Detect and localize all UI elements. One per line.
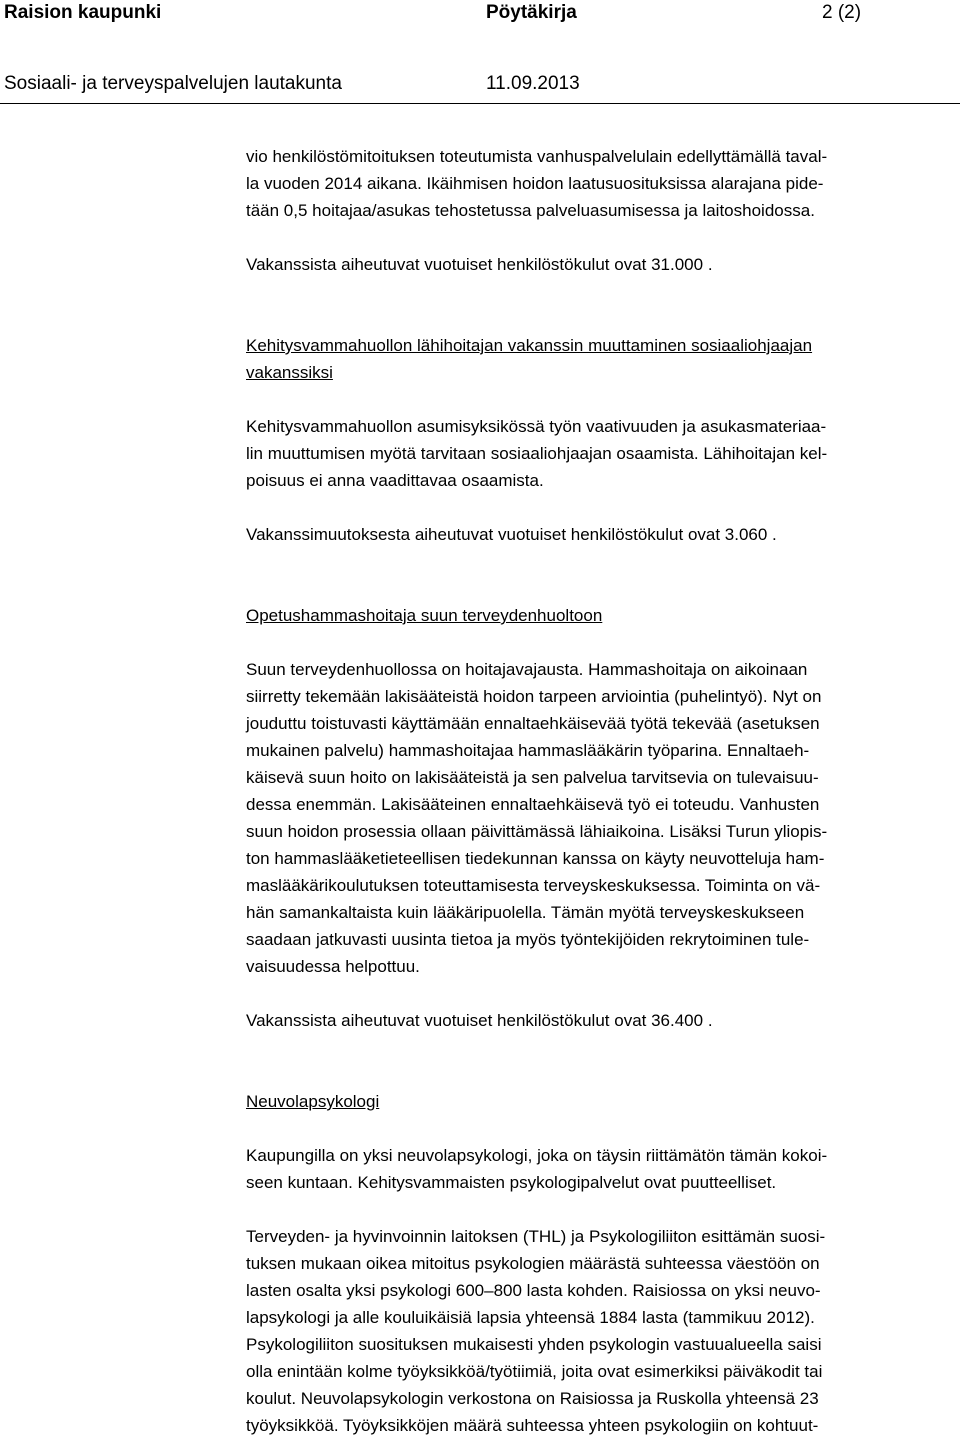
intro-paragraph	[246, 143, 952, 224]
text-line: Psykologiliiton suosituksen mukaisesti yhden psykologin vastuualueella saisi	[246, 1335, 822, 1354]
text-line: Suun terveydenhuollossa on hoitajavajausta. Hammashoitaja on aikoinaan	[246, 660, 808, 679]
section-heading-opetushammashoitaja: Opetushammashoitaja suun terveydenhuoltoon	[246, 606, 603, 625]
text-line: siirretty tekemään lakisääteistä hoidon tarpeen arviointia (puhelintyö). Nyt on	[246, 687, 822, 706]
text-line: hän samankaltaista kuin lääkäripuolella. Tämän myötä terveyskeskukseen	[246, 903, 805, 922]
text-line: mukainen palvelu) hammashoitajaa hammaslääkärin työparina. Ennaltaeh-	[246, 741, 810, 760]
text-line: seen kuntaan. Kehitysvammaisten psykologipalvelut ovat puutteelliset.	[246, 1173, 777, 1192]
text-line: koulut. Neuvolapsykologin verkostona on Raisiossa ja Ruskolla yhteensä 23	[246, 1389, 819, 1408]
document-type: Pöytäkirja	[486, 2, 577, 23]
kehitysvammahuolto-paragraph	[246, 413, 952, 494]
text-line: Kehitysvammahuollon asumisyksikössä työn vaativuuden ja asukasmateriaa-	[246, 417, 827, 436]
section-heading-neuvolapsykologi: Neuvolapsykologi	[246, 1092, 380, 1111]
text-line: ton hammaslääketieteellisen tiedekunnan kanssa on käyty neuvotteluja ham-	[246, 849, 825, 868]
text-line: tuksen mukaan oikea mitoitus psykologien määrästä suhteessa väestöön on	[246, 1254, 820, 1273]
meeting-date: 11.09.2013	[486, 73, 580, 94]
heading-line: vakanssiksi	[246, 363, 333, 382]
kehitysvammahuolto-cost: Vakanssimuutoksesta aiheutuvat vuotuiset henkilöstökulut ovat 3.060 .	[246, 525, 777, 544]
intro-cost: Vakanssista aiheutuvat vuotuiset henkilöstökulut ovat 31.000 .	[246, 255, 713, 274]
opetushammashoitaja-cost: Vakanssista aiheutuvat vuotuiset henkilöstökulut ovat 36.400 .	[246, 1011, 713, 1030]
committee-name: Sosiaali- ja terveyspalvelujen lautakunta	[4, 73, 342, 94]
text-line: Terveyden- ja hyvinvoinnin laitoksen (THL) ja Psykologiliiton esittämän suosi-	[246, 1227, 826, 1246]
text-line: vio henkilöstömitoituksen toteutumista vanhuspalvelulain edellyttämällä taval-	[246, 147, 828, 166]
section-heading-kehitysvammahuolto	[246, 332, 952, 386]
opetushammashoitaja-paragraph	[246, 656, 952, 980]
page-number: 2 (2)	[822, 2, 862, 23]
text-line: jouduttu toistuvasti käyttämään ennaltaehkäisevää työtä tekevää (asetuksen	[246, 714, 820, 733]
text-line: saadaan jatkuvasti uusinta tietoa ja myös työntekijöiden rekrytoiminen tule-	[246, 930, 810, 949]
text-line: työyksikköä. Työyksikköjen määrä suhteessa yhteen psykologiin on kohtuut-	[246, 1416, 819, 1435]
text-line: suun hoidon prosessia ollaan päivittämässä lähiaikoina. Lisäksi Turun yliopis-	[246, 822, 828, 841]
text-line: lasten osalta yksi psykologi 600–800 lasta kohden. Raisiossa on yksi neuvo-	[246, 1281, 821, 1300]
text-line: maslääkärikoulutuksen toteuttamisesta terveyskeskuksessa. Toiminta on vä-	[246, 876, 821, 895]
text-line: tään 0,5 hoitajaa/asukas tehostetussa palveluasumisessa ja laitoshoidossa.	[246, 201, 815, 220]
neuvolapsykologi-paragraph-1	[246, 1142, 952, 1196]
text-line: vaisuudessa helpottuu.	[246, 957, 420, 976]
text-line: la vuoden 2014 aikana. Ikäihmisen hoidon laatusuosituksissa alarajana pide-	[246, 174, 824, 193]
text-line: dessa enemmän. Lakisääteinen ennaltaehkäisevä työ ei toteudu. Vanhusten	[246, 795, 820, 814]
heading-line: Kehitysvammahuollon lähihoitajan vakanssin muuttaminen sosiaaliohjaajan	[246, 336, 813, 355]
text-line: poisuus ei anna vaadittavaa osaamista.	[246, 471, 544, 490]
text-line: Kaupungilla on yksi neuvolapsykologi, joka on täysin riittämätön tämän kokoi-	[246, 1146, 828, 1165]
text-line: lapsykologi ja alle kouluikäisiä lapsia yhteensä 1884 lasta (tammikuu 2012).	[246, 1308, 815, 1327]
text-line: olla enintään kolme työyksikköä/työtiimiä, joita ovat esimerkiksi päiväkodit tai	[246, 1362, 823, 1381]
text-line: lin muuttumisen myötä tarvitaan sosiaaliohjaajan osaamista. Lähihoitajan kel-	[246, 444, 828, 463]
document-body	[246, 143, 952, 1439]
text-line: käisevä suun hoito on lakisääteistä ja sen palvelua tarvitsevia on tulevaisuu-	[246, 768, 819, 787]
header-divider	[0, 103, 960, 104]
organization-name: Raision kaupunki	[4, 2, 162, 23]
neuvolapsykologi-paragraph-2	[246, 1223, 952, 1439]
